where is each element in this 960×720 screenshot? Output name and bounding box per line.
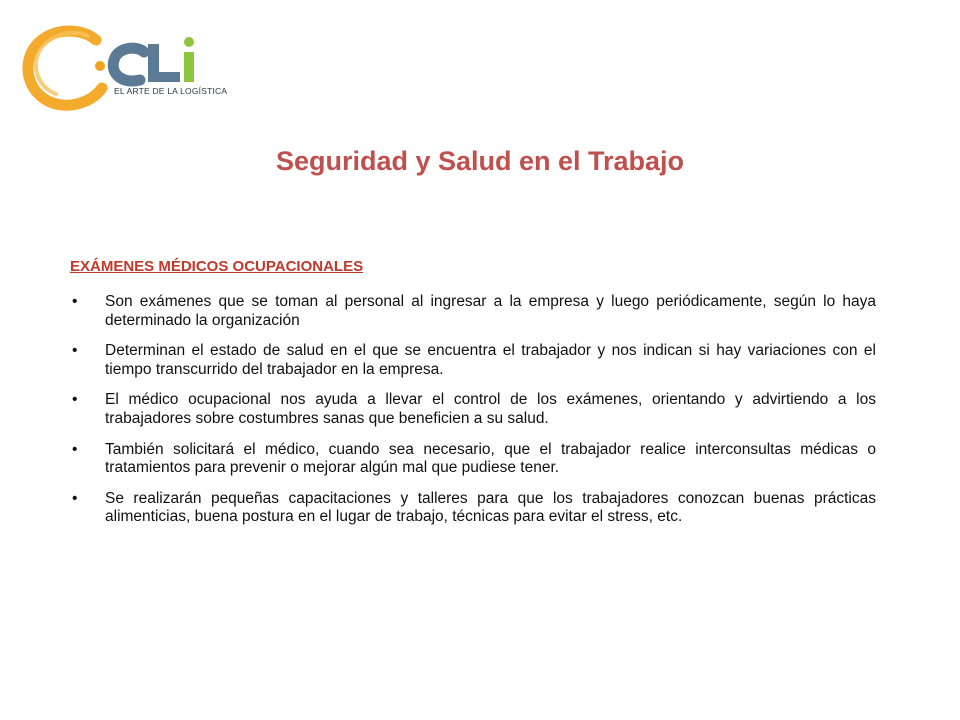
slide-title: Seguridad y Salud en el Trabajo <box>275 146 685 176</box>
list-item <box>70 342 876 379</box>
bullet-list <box>70 293 876 527</box>
bullet-icon: • <box>72 293 78 310</box>
bullet-icon: • <box>72 489 78 507</box>
bullet-icon: • <box>72 440 78 458</box>
slide-content <box>70 258 876 539</box>
bullet-icon: • <box>72 342 78 360</box>
list-item <box>70 490 876 527</box>
list-item-text: Determinan el estado de salud en el que se encuentra el trabajador y nos indican si hay variaciones con el tiempo transcurrido del trabajador en la empresa. <box>105 342 876 378</box>
list-item-text: El médico ocupacional nos ayuda a llevar el control de los exámenes, orientando y advirtiendo a los trabajadores sobre costumbres sanas que beneficien a su salud. <box>105 391 876 427</box>
list-item-text: Se realizarán pequeñas capacitaciones y talleres para que los trabajadores conozcan buenas prácticas alimenticias, buena postura en el lugar de trabajo, técnicas para evitar el stress, etc. <box>105 489 876 526</box>
section-heading: EXÁMENES MÉDICOS OCUPACIONALES <box>70 258 364 275</box>
cli-logo-graphic <box>18 22 218 112</box>
logo-tagline: EL ARTE DE LA LOGÍSTICA <box>114 86 228 96</box>
list-item <box>70 293 876 330</box>
list-item-text: Son exámenes que se toman al personal al ingresar a la empresa y luego periódicamente, según lo haya determinado la organización <box>105 293 876 329</box>
bullet-icon: • <box>72 391 78 409</box>
list-item <box>70 391 876 428</box>
company-logo <box>18 22 218 112</box>
list-item <box>70 441 876 478</box>
list-item-text: También solicitará el médico, cuando sea necesario, que el trabajador realice interconsultas médicas o tratamientos para prevenir o mejorar algún mal que pudiese tener. <box>105 440 876 477</box>
